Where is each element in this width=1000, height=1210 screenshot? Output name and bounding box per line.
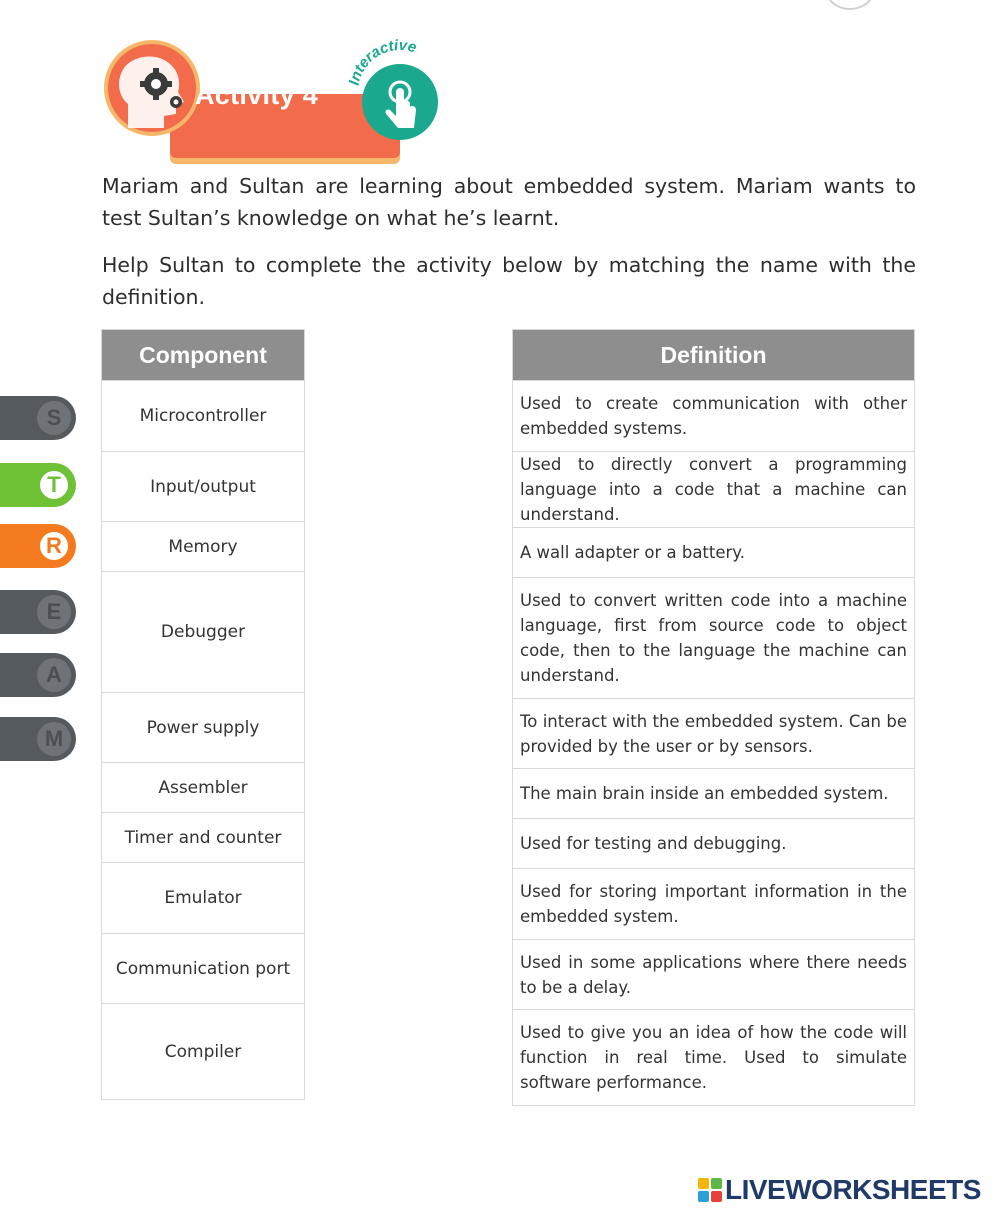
svg-text:Interactive: Interactive: [345, 36, 419, 87]
liveworksheets-logo: [698, 1174, 981, 1206]
component-cell[interactable]: Memory: [102, 522, 305, 572]
stream-tab-e: [0, 590, 76, 634]
stream-letter: S: [37, 401, 71, 435]
component-cell[interactable]: Assembler: [102, 763, 305, 813]
stream-letter: T: [37, 468, 71, 502]
stream-tab-s: [0, 396, 76, 440]
definition-cell[interactable]: A wall adapter or a battery.: [513, 528, 915, 578]
logo-grid-icon: [698, 1178, 722, 1202]
stream-tab-m: [0, 717, 76, 761]
definition-cell[interactable]: Used to create communication with other embedded systems.: [513, 381, 915, 452]
activity-title: Activity 4: [195, 80, 319, 110]
stream-letter: M: [37, 722, 71, 756]
component-cell[interactable]: Timer and counter: [102, 813, 305, 863]
interactive-arc-label: [344, 36, 454, 96]
component-cell[interactable]: Emulator: [102, 863, 305, 934]
logo-text: LIVEWORKSHEETS: [725, 1174, 981, 1205]
head-gears-icon: [104, 40, 200, 136]
definition-cell[interactable]: To interact with the embedded system. Can be provided by the user or by sensors.: [513, 699, 915, 769]
definition-table: [512, 329, 915, 1106]
component-cell[interactable]: Input/output: [102, 452, 305, 522]
stream-tab-t: [0, 463, 76, 507]
definition-cell[interactable]: Used to directly convert a programming language into a code that a machine can understand.: [513, 452, 915, 528]
definition-header: Definition: [513, 330, 915, 381]
definition-cell[interactable]: Used to convert written code into a machine language, first from source code to object code, then to the language the machine can understand.: [513, 578, 915, 699]
component-header: Component: [102, 330, 305, 381]
component-cell[interactable]: Debugger: [102, 572, 305, 693]
component-table: [101, 329, 305, 1100]
component-cell[interactable]: Compiler: [102, 1004, 305, 1100]
stream-tab-r: [0, 524, 76, 568]
stream-letter: A: [37, 658, 71, 692]
definition-cell[interactable]: The main brain inside an embedded system.: [513, 769, 915, 819]
definition-cell[interactable]: Used for testing and debugging.: [513, 819, 915, 869]
stream-letter: R: [37, 529, 71, 563]
stream-letter: E: [37, 595, 71, 629]
component-cell[interactable]: Communication port: [102, 934, 305, 1004]
definition-cell[interactable]: Used in some applications where there needs to be a delay.: [513, 940, 915, 1010]
intro-paragraph-1: Mariam and Sultan are learning about embedded system. Mariam wants to test Sultan’s knowledge on what he’s learnt.: [102, 174, 916, 230]
stream-tab-a: [0, 653, 76, 697]
definition-cell[interactable]: Used for storing important information in the embedded system.: [513, 869, 915, 940]
component-cell[interactable]: Power supply: [102, 693, 305, 763]
component-cell[interactable]: Microcontroller: [102, 381, 305, 452]
instructions: [102, 170, 916, 328]
activity-badge: [100, 36, 460, 146]
definition-cell[interactable]: Used to give you an idea of how the code will function in real time. Used to simulate software performance.: [513, 1010, 915, 1106]
intro-paragraph-2: Help Sultan to complete the activity below by matching the name with the definition.: [102, 253, 916, 309]
page-corner-circle: [826, 0, 874, 10]
